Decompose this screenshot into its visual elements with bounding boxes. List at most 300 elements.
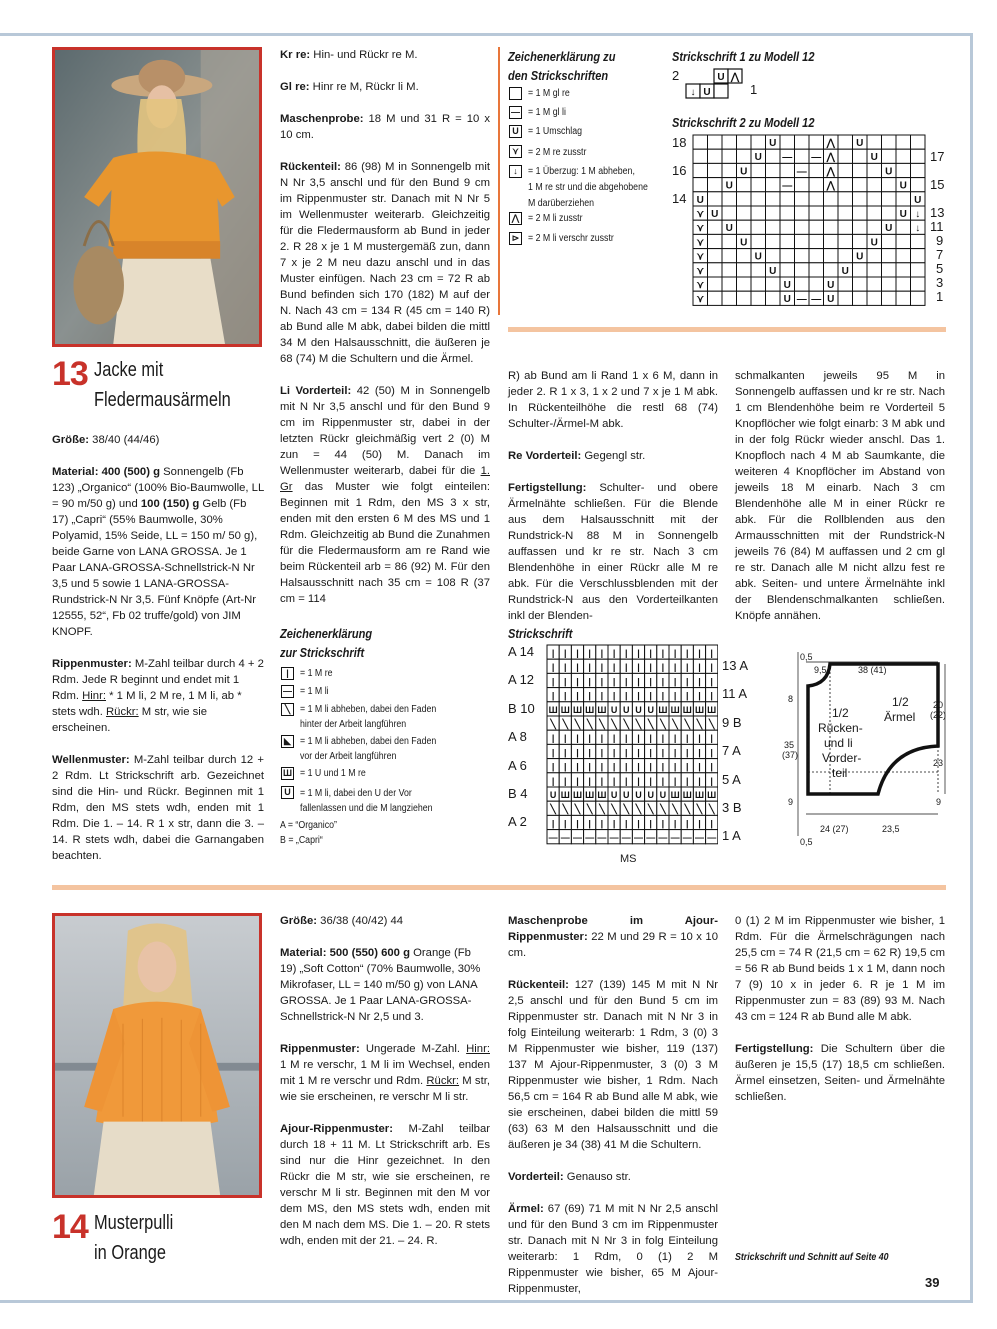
model14-title-line2: in Orange	[94, 1242, 167, 1264]
model13-chart-grid	[546, 644, 718, 858]
chart-symbol: ╲	[660, 719, 666, 729]
model14-column4	[735, 913, 945, 1121]
chart-symbol: |	[686, 747, 689, 758]
chart-symbol: U	[870, 237, 878, 249]
chart-symbol: |	[600, 747, 604, 758]
chart-symbol: |	[564, 690, 567, 701]
chart-symbol: |	[661, 747, 665, 758]
chart-symbol: |	[698, 761, 701, 772]
chart-symbol: |	[637, 690, 640, 701]
chart-cell	[838, 149, 853, 163]
schnitt-dim: 20	[933, 700, 944, 710]
page-frame-top	[0, 33, 972, 36]
model13-chart-right-label: 7 A	[722, 743, 741, 759]
chart-symbol: ╲	[647, 719, 654, 729]
schnitt-dim: 0,5	[800, 652, 813, 662]
model13-photo	[52, 47, 262, 347]
chart-symbol: ╲	[562, 719, 569, 729]
schnitt-label: Rücken-	[818, 721, 863, 735]
model13-chart-left-label: A 6	[508, 757, 527, 773]
chart-symbol: —	[560, 832, 570, 843]
chart-cell	[751, 220, 766, 234]
chart-symbol: |	[661, 648, 665, 658]
chart-cell	[722, 291, 737, 305]
schnitt-dim: 23,5	[882, 824, 900, 834]
chart-symbol: ╲	[647, 804, 654, 815]
chart-symbol: |	[625, 648, 628, 658]
svg-text:⋀: ⋀	[730, 72, 740, 83]
chart-cell	[853, 277, 868, 291]
chart1-row-label: 1	[750, 82, 758, 97]
chart-cell	[882, 277, 897, 291]
chart-symbol: |	[612, 733, 616, 744]
chart-symbol: ⋎	[696, 294, 704, 306]
chart-cell	[766, 249, 781, 263]
chart-symbol: ╲	[660, 804, 666, 815]
chart-cell	[896, 220, 911, 234]
chart-symbol: |	[686, 662, 689, 673]
schnitt-label: teil	[832, 766, 848, 780]
chart-cell	[693, 163, 708, 177]
chart-cell	[824, 263, 839, 277]
chart-symbol: |	[637, 648, 640, 658]
chart-symbol: Ш	[597, 704, 607, 715]
schnitt-dim: 38 (41)	[858, 665, 887, 675]
chart2-right-label: 15	[930, 177, 945, 192]
chart-cell	[896, 249, 911, 263]
chart-cell	[708, 291, 723, 305]
model14-col4-text: 0 (1) 2 M im Rippenmuster wie bisher, 1 Rdm. Für die Ärmelschrägungen nach 25,5 cm = 74 R (21,5 cm = 62 R) 19,5 cm = 56 R ab Bund beids 1 x 1 M, dann noch 7 (9) 10 x in jeder 6. R je 1 M im Rippenmuster zun = 83 (89) 93 M. Nach 43 cm = 124 R ab Bund alle M abk.	[735, 915, 945, 1023]
chart-symbol: Ш	[670, 790, 680, 800]
chart-symbol: |	[637, 775, 640, 786]
model13-rueckenteil: Rückenteil: 86 (98) M in Sonnengelb mit N Nr 3,5 anschl und für den Bund 9 cm im Rippenmuster str. Danach mit N Nr 5 im Wellenmuster weiterarb. Gleichzeitig für die Fledermausform ab Bund in jeder 2. R 28 x je 1 M mustergemäß zun, dann 7 x je 2 M neu dazu anschl und in das Muster einfügen. Nach 23 cm = 72 R ab Bund befinden sich 170 (182) M auf der N. Nach 43 cm = 134 R (45 cm = 140 R) ab Bund alle M abk, dabei bilden die mittl 34 M den Halsausschnitt, die äußeren je 68 (74) M die Schultern und die Ärmel.	[280, 161, 490, 365]
chart-symbol: |	[649, 648, 652, 658]
chart-symbol: U	[725, 180, 733, 192]
chart-cell	[853, 163, 868, 177]
chart-symbol: |	[564, 662, 567, 673]
model14-number: 14	[52, 1208, 88, 1246]
chart-symbol: |	[625, 747, 628, 758]
chart-symbol: |	[698, 775, 701, 786]
chart-symbol: |	[649, 662, 652, 673]
chart2-right-label: 3	[936, 275, 944, 290]
chart-cell	[722, 163, 737, 177]
chart2-right-label: 11	[930, 219, 944, 234]
chart-symbol: U	[856, 251, 864, 263]
chart-symbol: U	[659, 790, 667, 800]
chart-symbol: |	[661, 775, 665, 786]
schnitt-dim: 23	[933, 758, 944, 768]
chart-symbol: |	[686, 761, 689, 772]
chart-symbol: |	[661, 733, 665, 744]
chart-symbol: |	[600, 676, 604, 687]
schnitt-label: Ärmel	[884, 710, 916, 724]
chart-cell	[867, 163, 882, 177]
model13-fertigstellung: Fertigstellung: Schulter- und obere Ärmelnähte schließen. Für die Blende aus dem Halsausschnitt mit der Rundstrick-N 88 M in Sonnengelb auffassen und kr re str. Nach 3 cm Blendenhöhe in einer Rückr alle M re abk. Für die Verschlussblenden mit der Rundstrick-N aus den Vorderteilkanten inkl der Blenden-	[508, 482, 718, 622]
chart-symbol: |	[673, 676, 677, 687]
chart-symbol: ╲	[586, 719, 593, 729]
chart-symbol: ╲	[635, 719, 642, 729]
chart-symbol: |	[686, 775, 689, 786]
p2tog-symbol-icon: ⋀	[509, 212, 522, 225]
chart-cell	[882, 263, 897, 277]
chart-symbol: U	[696, 194, 704, 206]
model13-krre: Kr re: Hin- und Rückr re M.	[280, 49, 418, 61]
chart-cell	[882, 249, 897, 263]
chart-symbol: Ш	[682, 790, 692, 800]
model14-ajour: Ajour-Rippenmuster: M-Zahl teilbar durch 18 + 11 M. Lt Strickschrift arb. Es sind nur die Hinr gezeichnet. In den Rückr die M str, wie sie erscheinen, re verschr M li str. Beginnen mit den M vor dem MS, den MS stets wdh, enden mit den M nach dem MS. Die 1. – 20. R stets wdh, enden mit der 21. – 24. R.	[280, 1123, 490, 1247]
chart-symbol: ⋀	[826, 138, 835, 149]
model14-fertigstellung: Fertigstellung: Die Schultern über die äußeren je 15,5 (17) 18,5 cm schließen. Ärmel einsetzen, Seiten- und Ärmelnähte schließen.	[735, 1043, 945, 1103]
legend-top-title1: Zeichenerklärung zu	[508, 49, 616, 64]
chart-cell	[766, 192, 781, 206]
chart-symbol: ╲	[684, 719, 691, 729]
chart-symbol: Ш	[694, 704, 705, 715]
svg-text:↓: ↓	[690, 87, 696, 98]
chart-symbol: ╲	[611, 804, 617, 815]
model13-col4-text: schmalkanten jeweils 95 M in Sonnengelb auffassen und kr re str. Nach 1 cm Blendenhöhe beim re Vorderteil 5 Knopflöcher wie folgt einarb: 3 M abk und in der folg Rückr wieder anschl. Das 1. Knopfloch nach 4 M ab Saumkante, die weiteren 4 Knopflöcher im Abstand von jeweils 18 M einarb. Nach 3 cm Blendenhöhe alle M in einer Rückr re abk. Für die Rollblenden aus den Armausschnitten mit der Rundstrick-N jeweils 76 (84) M auffassen und 2 cm gl re str. Danach alle M nicht allzu fest re abk. Seiten- und untere Ärmelnähte inkl der Blendenschmalkanten schließen. Knöpfe annähen.	[735, 370, 945, 622]
model13-legend-item: = 1 M li abheben, dabei den Faden	[300, 704, 437, 715]
chart-symbol: Ш	[597, 790, 607, 800]
chart-symbol: |	[698, 733, 701, 744]
chart-symbol: ⋎	[696, 209, 704, 220]
page-frame-bottom	[0, 1300, 972, 1303]
chart-cell	[882, 291, 897, 305]
chart-cell	[911, 135, 926, 149]
chart-cell	[795, 277, 810, 291]
schnitt-dim: 35	[784, 740, 795, 750]
chart-cell	[809, 135, 824, 149]
chart-symbol: |	[686, 648, 689, 658]
schnitt-label: Vorder-	[822, 751, 862, 765]
chart2-left-label: 18	[672, 135, 687, 150]
chart-cell	[708, 249, 723, 263]
chart-cell	[780, 263, 795, 277]
model13-chart-right-label: 3 B	[722, 800, 742, 815]
chart-cell	[853, 234, 868, 248]
chart-symbol: |	[600, 733, 604, 744]
schnitt-dim: (22)	[930, 710, 947, 720]
chart-symbol: |	[612, 690, 616, 701]
chart-cell	[737, 291, 752, 305]
chart-cell	[766, 206, 781, 220]
chart-symbol: U	[856, 138, 864, 149]
chart-symbol: |	[661, 818, 665, 829]
chart-symbol: |	[564, 648, 567, 658]
model13-title-line2: Fledermausärmeln	[94, 389, 232, 411]
chart-symbol: |	[710, 818, 713, 829]
legend-top-title2: den Strickschriften	[508, 68, 609, 83]
chart-symbol: Ш	[585, 704, 595, 715]
model13-chart-right-label: 5 A	[722, 771, 741, 787]
model13-legend-item: = 1 M li	[300, 686, 329, 697]
model13-column2	[280, 47, 490, 623]
chart-symbol: |	[576, 761, 579, 772]
chart-symbol: Ш	[560, 790, 570, 800]
chart-symbol: ╲	[623, 719, 630, 729]
chart-cell	[911, 178, 926, 192]
chart1-grid	[684, 68, 744, 100]
chart-cell	[853, 149, 868, 163]
model14-material: Material: 500 (550) 600 g Orange (Fb 19) „Soft Cotton“ (70% Baumwolle, 30% Mikrofaser, LL = 140 m/50 g) von LANA GROSSA. Je 1 Paar LANA-GROSSA-Schnellstrick-N Nr 2,5 und 3.	[280, 947, 481, 1023]
chart-symbol: |	[673, 648, 677, 658]
schnitt-dim: 24 (27)	[820, 824, 849, 834]
chart-symbol: |	[600, 818, 604, 829]
chart-symbol: |	[673, 761, 677, 772]
model13-legend-item: = 1 M li abheben, dabei den Faden	[300, 736, 437, 747]
legend-top-item: = 2 M li verschr zusstr	[528, 233, 614, 244]
chart-cell	[766, 277, 781, 291]
chart-symbol: Ш	[658, 704, 668, 715]
model13-title-line1: Jacke mit	[94, 359, 164, 381]
model13-chart-left-label: B 4	[508, 786, 528, 801]
chart-cell	[853, 206, 868, 220]
chart-symbol: |	[686, 690, 689, 701]
chart-cell	[882, 192, 897, 206]
chart-symbol: —	[707, 832, 717, 843]
chart2-left-label: 14	[672, 191, 687, 206]
chart-symbol: |	[673, 818, 677, 829]
chart-cell	[824, 234, 839, 248]
chart-symbol: ⋎	[696, 265, 704, 277]
chart-symbol: U	[885, 223, 893, 235]
chart-symbol: U	[769, 138, 777, 149]
page-number: 39	[925, 1275, 940, 1290]
chart-symbol: Ш	[548, 704, 558, 715]
model14-rueckenteil: Rückenteil: 127 (139) 145 M mit N Nr 2,5 anschl und für den Bund 5 cm im Rippenmuster str. Danach mit N Nr 3 in folg Einteilung weiterarb: 1 Rdm, 3 (0) 3 M Rippenmuster wie bisher, 119 (137) 137 M Ajour-Rippenmuster, 3 (0) 3 M Rippenmuster wie bisher, 1 Rdm. Nach 56,5 cm = 164 R ab Bund alle M abk, wie sie erscheinen, dabei bilden die mittl 59 (63) 63 M den Halsausschnitt und die äußeren je 34 (38) 41 M die Schultern.	[508, 979, 718, 1151]
chart-symbol: |	[588, 648, 591, 658]
chart-symbol: |	[600, 690, 604, 701]
model13-number: 13	[52, 355, 88, 393]
chart-symbol: |	[698, 747, 701, 758]
model13-glre: Gl re: Hinr re M, Rückr li M.	[280, 81, 419, 93]
chart-cell	[766, 234, 781, 248]
chart-symbol: |	[600, 648, 604, 658]
chart-cell	[766, 149, 781, 163]
chart-cell	[722, 277, 737, 291]
chart-symbol: U	[870, 152, 878, 164]
legend-top-item: 1 M re str und die abgehobene	[528, 182, 648, 193]
chart-symbol: |	[551, 648, 555, 658]
chart-symbol: |	[710, 761, 713, 772]
model13-legend-title2: zur Strickschrift	[280, 645, 365, 660]
chart-cell	[809, 163, 824, 177]
model14-aermel: Ärmel: 67 (69) 71 M mit N Nr 2,5 anschl und für den Bund 3 cm im Rippenmuster str. Danach mit N Nr 3 in folg Einteilung weiterarb: 1 Rdm, 0 (1) 2 M Rippenmuster wie bisher, 65 M Ajour-Rippenmuster,	[508, 1203, 718, 1295]
model13-schnitt-diagram	[780, 648, 950, 848]
chart-symbol: —	[597, 832, 607, 843]
chart-cell	[766, 163, 781, 177]
model13-col3-continuation: R) ab Bund am li Rand 1 x 6 M, dann in jeder 2. R 1 x 3, 1 x 2 und 7 x je 1 M abk. In Rückenteilhöhe die restl 68 (74) Schulter-/Ärmel-M abk.	[508, 370, 718, 430]
model13-legend-item: = 1 U und 1 M re	[300, 768, 366, 779]
chart-cell	[838, 277, 853, 291]
chart-symbol: |	[710, 733, 713, 744]
chart-cell	[766, 220, 781, 234]
chart-symbol: —	[682, 832, 692, 843]
model13-title	[52, 355, 272, 415]
chart-symbol: |	[649, 775, 652, 786]
yarnover-symbol-icon: U	[509, 125, 522, 138]
chart-symbol: |	[612, 676, 616, 687]
chart-cell	[795, 149, 810, 163]
chart-cell	[708, 178, 723, 192]
chart-symbol: |	[710, 662, 713, 673]
chart-cell	[867, 220, 882, 234]
schnitt-label: 1/2	[892, 695, 909, 709]
chart-cell	[911, 277, 926, 291]
chart-cell	[795, 234, 810, 248]
knit-symbol-icon: |	[281, 667, 294, 680]
chart-cell	[751, 192, 766, 206]
chart-cell	[708, 277, 723, 291]
chart-symbol: |	[625, 733, 628, 744]
legend-top-item: = 2 M re zusstr	[528, 147, 587, 158]
chart-symbol: |	[576, 690, 579, 701]
model13-chart-left-label: A 14	[508, 644, 535, 659]
model13-legend-b: B = „Capri“	[280, 835, 323, 846]
chart-symbol: ╲	[635, 804, 642, 815]
chart-symbol: |	[564, 775, 567, 786]
chart-symbol: Ш	[560, 704, 570, 715]
chart-cell	[737, 249, 752, 263]
chart-symbol: |	[698, 818, 701, 829]
chart-symbol: |	[637, 733, 640, 744]
chart-symbol: ↓	[915, 223, 921, 235]
chart-symbol: |	[673, 775, 677, 786]
chart-cell	[853, 178, 868, 192]
chart-symbol: |	[551, 775, 555, 786]
chart-symbol: ⋎	[696, 237, 704, 249]
chart-cell	[708, 234, 723, 248]
schnitt-dim: 9,5	[814, 665, 827, 675]
chart-cell	[780, 192, 795, 206]
chart-cell	[795, 178, 810, 192]
model14-maschenprobe: Maschenprobe im Ajour-Rippenmuster: 22 M und 29 R = 10 x 10 cm.	[508, 915, 718, 959]
chart-symbol: —	[573, 832, 582, 843]
chart-symbol: |	[588, 818, 591, 829]
schnitt-dim: 0,5	[800, 837, 813, 847]
chart-symbol: |	[673, 690, 677, 701]
chart-cell	[708, 149, 723, 163]
chart2-right-label: 9	[936, 233, 944, 248]
chart-cell	[896, 149, 911, 163]
chart-symbol: ↓	[915, 209, 921, 220]
chart-cell	[824, 192, 839, 206]
model13-chart-left-label: A 12	[508, 672, 535, 688]
chart-symbol: |	[686, 676, 689, 687]
chart-symbol: |	[661, 761, 665, 772]
chart-symbol: |	[673, 662, 677, 673]
model13-legend-item: = 1 M re	[300, 668, 333, 679]
chart1-title: Strickschrift 1 zu Modell 12	[672, 49, 815, 64]
chart-cell	[896, 291, 911, 305]
chart-cell	[780, 163, 795, 177]
chart-symbol: —	[796, 294, 807, 306]
drop-yarnover-symbol-icon: U	[281, 786, 294, 799]
chart-cell	[766, 178, 781, 192]
chart-cell	[751, 263, 766, 277]
chart2-title: Strickschrift 2 zu Modell 12	[672, 115, 815, 130]
chart-cell	[722, 135, 737, 149]
chart-cell	[737, 149, 752, 163]
chart-cell	[896, 277, 911, 291]
schnitt-dim: 9	[788, 797, 794, 807]
chart-cell	[780, 234, 795, 248]
chart-symbol: |	[698, 676, 701, 687]
chart-cell	[795, 192, 810, 206]
chart-symbol: ╲	[550, 804, 556, 815]
page-footnote: Strickschrift und Schnitt auf Seite 40	[735, 1252, 889, 1263]
purl-symbol-icon: —	[511, 107, 520, 117]
chart-symbol: U	[725, 223, 733, 235]
chart-cell	[838, 178, 853, 192]
chart-symbol: |	[588, 676, 591, 687]
chart-symbol: |	[661, 662, 665, 673]
schnitt-dim: 8	[788, 694, 794, 704]
chart-cell	[809, 192, 824, 206]
chart-symbol: ╲	[586, 804, 593, 815]
chart-symbol: |	[551, 733, 555, 744]
chart-symbol: |	[698, 690, 701, 701]
chart-symbol: U	[899, 180, 907, 192]
model14-photo	[52, 913, 262, 1198]
model14-title	[52, 1208, 272, 1268]
chart-cell	[751, 234, 766, 248]
chart-symbol: |	[600, 775, 604, 786]
chart-symbol: —	[548, 832, 558, 843]
chart-symbol: |	[576, 733, 579, 744]
chart-symbol: |	[649, 733, 652, 744]
chart-cell	[838, 206, 853, 220]
chart-symbol: |	[710, 775, 713, 786]
chart-cell	[867, 277, 882, 291]
chart-symbol: ╲	[562, 804, 569, 815]
chart-symbol: |	[551, 662, 555, 673]
chart-symbol: |	[673, 747, 677, 758]
chart-cell	[838, 220, 853, 234]
chart-cell	[809, 178, 824, 192]
chart-symbol: |	[649, 676, 652, 687]
model13-chart-ms-label: MS	[620, 853, 637, 865]
chart-symbol: |	[710, 676, 713, 687]
chart-cell	[911, 263, 926, 277]
chart-symbol: |	[600, 761, 604, 772]
chart-cell	[838, 135, 853, 149]
chart-symbol: |	[649, 690, 652, 701]
chart-symbol: |	[612, 761, 616, 772]
chart2-right-label: 5	[936, 261, 944, 276]
chart-cell	[722, 206, 737, 220]
legend-top-item: = 1 Überzug: 1 M abheben,	[528, 166, 635, 177]
chart-symbol: U	[623, 704, 630, 715]
chart-cell	[882, 135, 897, 149]
chart-symbol: U	[635, 790, 642, 800]
chart-cell	[722, 234, 737, 248]
chart-cell	[896, 263, 911, 277]
chart-symbol: ╲	[574, 719, 581, 729]
chart-symbol: —	[695, 832, 704, 843]
chart-cell	[751, 206, 766, 220]
chart-symbol: |	[686, 733, 689, 744]
chart-symbol: |	[637, 662, 640, 673]
chart-symbol: |	[588, 662, 591, 673]
chart-symbol: U	[610, 790, 618, 800]
chart-cell	[737, 277, 752, 291]
chart-cell	[708, 220, 723, 234]
chart-symbol: |	[625, 690, 628, 701]
chart-symbol: U	[610, 704, 618, 715]
chart-symbol: ⋎	[696, 251, 704, 263]
chart-symbol: U	[754, 152, 762, 164]
